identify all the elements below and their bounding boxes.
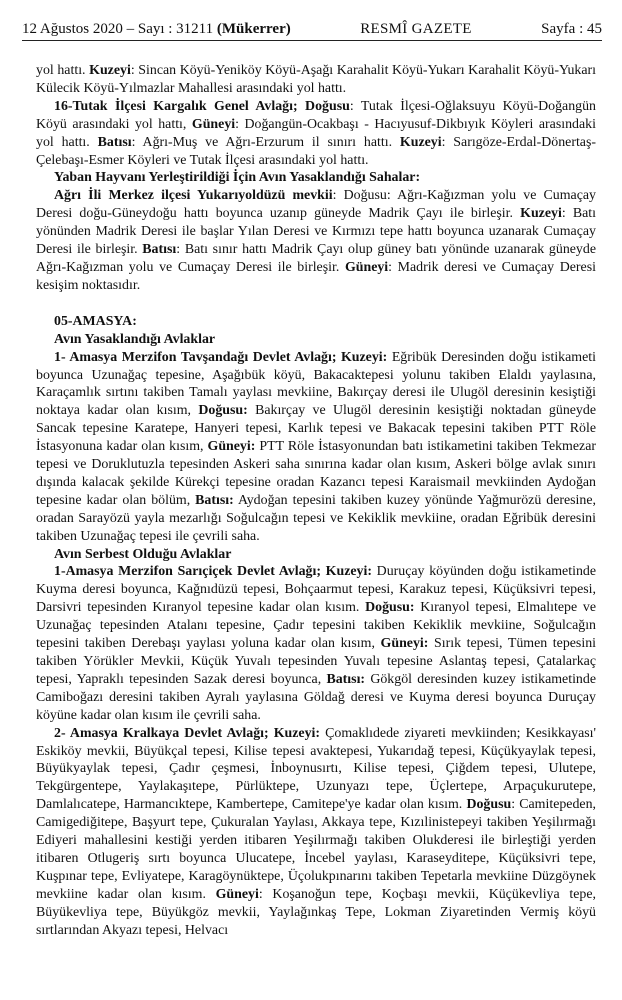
spacer [36,295,596,313]
bold-text: Doğusu: [365,600,415,616]
paragraph [36,349,596,546]
section-heading [36,313,596,331]
section-heading [36,331,596,349]
bold-text: Kuzeyi [89,63,131,78]
bold-text: Batısı [142,242,177,258]
bold-text: 16-Tutak İlçesi Kargalık Genel Avlağı; Doğusu [54,98,350,114]
text: Sırık tepesi, Tümen tepesini takiben Yörükler Mevkii, Küçük Yuvalı tepesinden Yuvalı tepesine Aslantaş tepesi, Çatalarkaç tepesi, Yapraklı tepesinden Sazak deresi boyunca, [36,636,597,687]
text: : Koşanoğun tepe, Koçbaşı mevkii, Küçükevliya tepe, Büyükevliya tepe, Büyükgöz mevkii, Yaylağınkaş Tepe, Lokman Ziyaretinden Vermiş köyü sırtlarından Akyazı tepesi, Helvacı [36,886,596,938]
text: : Madrik deresi ve Cumaçay Deresi kesişim noktasıdır. [36,259,596,293]
bold-text: Kuzeyi [399,134,442,150]
heading-text: Avın Serbest Olduğu Avlaklar [54,546,232,562]
page-header [22,14,602,38]
text: Kıranyol tepesi, Elmalıtepe ve Uzunağaç tepesinden Atalanı tepesine, Çadır tepesini takiben Kekiklik mevkiine, Soğulcağın tepesini takiben Derebaşı yaylası yoluna kadar olan kısım, [36,600,596,652]
text: : Sarıgöze-Erdal-Dönertaş-Çelebaşı-Esmer Köyleri ve Tutak İlçesi arasındaki yol hattı. [36,134,597,168]
paragraph [36,62,596,98]
bold-text: Batısı: [195,492,234,508]
text: PTT Röle İstasyonundan batı istikametini takiben Tekmezar tepesi ve Doruklutuzla tepesinden Askeri saha sınırına kadar olan kısım, Askeri bölge avlak sınırı dışında kalacak şekilde Kürekçi tepesine oradan Kazancı tepesi Karaismail mevkiinden Aydoğan tepesine kadar olan bölüm, [36,439,596,508]
text: Gökgöl deresinden kuzey istikametinde Camiboğazı deresini takiben Ayralı yaylasına Göldağ deresi ve Kuyma deresi boyunca Duruçay köyüne kadar olan kısım ile çevrili saha. [36,671,596,723]
paragraph [36,187,596,294]
bold-text: Güneyi [344,259,389,275]
paragraph [36,563,596,724]
text: yol hattı. [36,63,90,78]
bold-text: Doğusu [466,797,512,813]
text: : Ağrı-Muş ve Ağrı-Erzurum il sınırı hattı. [131,134,400,150]
bold-text: Batısı [97,134,132,150]
heading-text: 05-AMASYA: [54,313,137,329]
bold-text: 1- Amasya Merzifon Tavşandağı Devlet Avlağı; Kuzeyi: [54,349,388,365]
repeat-label: (Mükerrer) [216,21,291,37]
bold-text: Güneyi [191,116,236,132]
bold-text: Güneyi: [380,636,429,652]
issue-date: 12 Ağustos 2020 – Sayı : 31211 [22,21,217,37]
text: Duruçay köyünden doğu istikametinde Kuyma deresi boyunca, Kağnıdüzü tepesi, Bohçaarmut tepesi, Karakuz tepesi, Küçüksivri tepesi, Darsivri tepesinden Kıranyol tepesine kadar olan kısım. [36,564,597,616]
header-rule [22,40,602,41]
text: Bakırçay ve Ulugöl deresinin kesiştiği noktadan güneyde Sancak tepesine Karatepe, Hanyeri tepesi, Karlık tepesi ve Bakacak tepesini takiben PTT Röle İstasyonuna kadar olan kısım, [36,403,596,455]
issue-info [22,21,291,38]
heading-text: Yaban Hayvanı Yerleştirildiği İçin Avın Yasaklandığı Sahalar: [54,170,421,186]
bold-text: Güneyi: [207,439,256,455]
text: : Sincan Köyü-Yeniköy Köyü-Aşağı Karahalit Köyü-Yukarı Karahalit Köyü-Yukarı Külecik Köyü-Yılmazlar Mahallesi arasındaki yol hattı. [36,63,596,96]
text: : Doğangün-Ocakbaşı - Hacıyusuf-Dikbıyık Köyleri arasındaki yol hattı. [36,116,596,150]
bold-text: Güneyi [215,886,259,902]
section-heading [36,546,596,564]
paragraph [36,725,596,940]
heading-text: Avın Yasaklandığı Avlaklar [54,331,216,347]
text: : Camitepeden, Camigediğitepe, Başyurt tepe, Çukuralan Yaylası, Akkaya tepe, Kızılinistepeyi takiben Yeşilırmağı Ediyeri mahallesini kestiği yerden itibaren Yeşilırmağı takiben Olukderesi ile birleştiği yerden itibaren Otlugeriş sırtı boyunca Ulucatepe, İncebel yaylası, Karaseyditepe, Küçüksivri tepe, Kuşpınar tepe, Evliyatepe, Karagöynüktepe, Üçolukpınarını takiben Tepetarla mevkiine Düzgöynek mevkiine kadar olan kısım. [36,797,596,902]
text: : Batı sınır hattı Madrik Çayı olup güney batı yönünde uzanarak güneyde Ağrı-Kağızman yolu ve Cumaçay Deresi ile birleşir. [36,242,596,275]
bold-text: Batısı: [326,671,366,687]
page-number: Sayfa : 45 [541,21,602,37]
text: : Doğusu: Ağrı-Kağızman yolu ve Cumaçay Deresi doğu-Güneydoğu hattı boyunca uzanıp güneyde Madrik Çayı ile birleşir. [36,188,596,222]
text: : Batı yönünden Madrik Deresi ile başlar Yılan Deresi ve Kırmızı tepe hattı boyunca uzanarak Cumaçay Deresi ile birleşir. [36,206,596,258]
document-body [36,62,596,940]
bold-text: Kuzeyi [520,206,562,222]
text: : Tutak İlçesi-Oğlaksuyu Köyü-Doğangün Köyü arasındaki yol hattı, [36,98,596,132]
bold-text: Ağrı İli Merkez ilçesi Yukarıyoldüzü mevkii [54,188,333,204]
text: Eğribük Deresinden doğu istikameti boyunca Uzunağaç tepesine, Aşağıbük köyü, Bakacaktepesi yolunu takiben Elaldı yaylasına, Karaçamlık sırtını takiben Tamalı yaylası mevkiine, Bakırçay deresi ile Ulugöl deresinin kesiştiği noktaya kadar olan kısım, [36,349,596,419]
bold-text: 1-Amasya Merzifon Sarıçiçek Devlet Avlağı; Kuzeyi: [54,564,372,580]
gazette-title: RESMÎ GAZETE [360,21,472,37]
paragraph [36,98,596,170]
bold-text: Doğusu: [198,403,248,419]
text: Aydoğan tepesini takiben kuzey yönünde Yağmurözü deresine, oradan Sarayözü yayla mezarlığı Soğulcağın tepesi ve Kekiklik mevkiine, oradan Eğribük deresini takiben Uzunağaç tepesi ile çevrili saha. [36,492,597,544]
bold-text: 2- Amasya Kralkaya Devlet Avlağı; Kuzeyi: [54,725,321,741]
section-heading [36,169,596,187]
text: Çomaklıdede ziyareti mevkiinden; Kesikkayası' Eskiköy mevkii, Büyükçal tepesi, Kilise tepesi avaktepesi, Yukarıdağ tepesi, Küçükyaylak tepesi, Büyükyaylak tepesi, Çadır çeşmesi, İnboynusırtı, Kilise tepesi, Çiğdem tepesi, Ulutepe, Tekgürgentepe, Yaylakaşıtepe, Pürlüktepe, Uzunyazı tepe, Üçlertepe, Arpaçukurutepe, Damlalıcatepe, Harmancıktepe, Kambertepe, Camitepe'ye kadar olan kısım. [36,725,597,813]
